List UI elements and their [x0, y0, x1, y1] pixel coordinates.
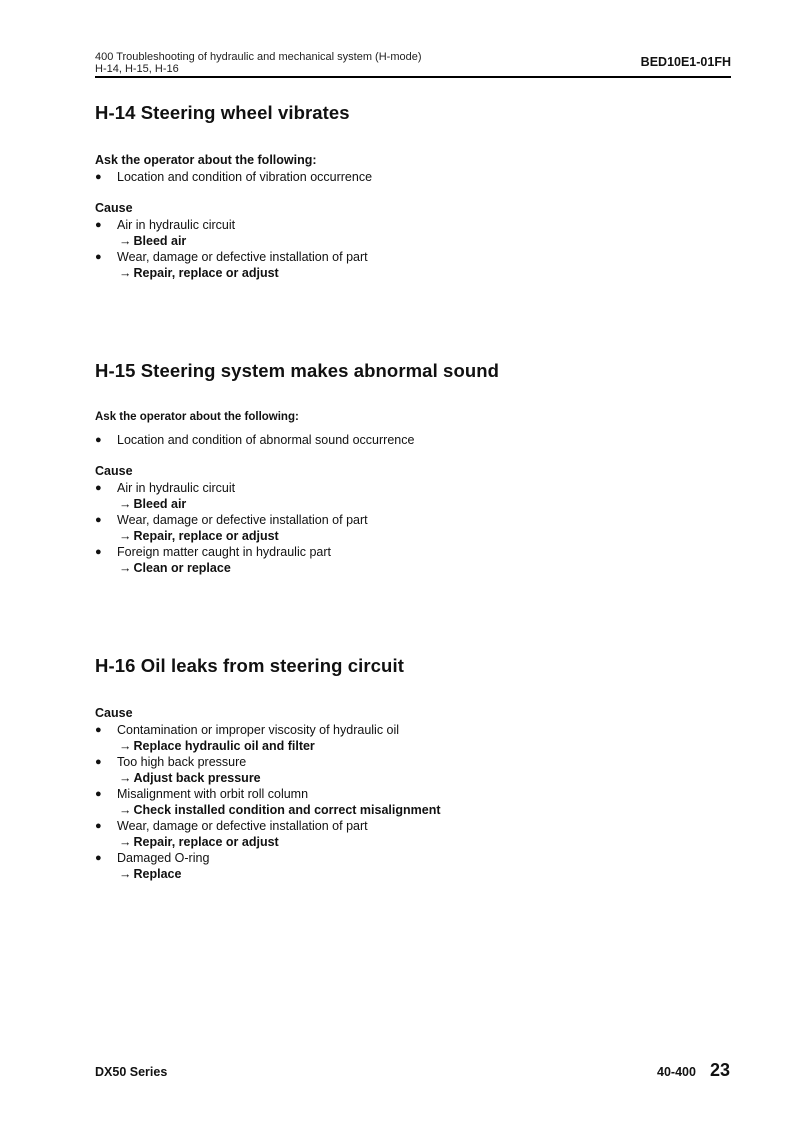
arrow-icon: → — [119, 739, 132, 753]
h15-cause-label: Cause — [95, 464, 133, 478]
footer-section-code: 40-400 — [657, 1065, 696, 1079]
arrow-icon: → — [119, 835, 132, 849]
bullet-icon: ● — [95, 546, 102, 558]
h16-cause-action: → Check installed condition and correct misalignment — [119, 803, 441, 817]
h15-cause-action: → Repair, replace or adjust — [119, 529, 279, 543]
bullet-icon: ● — [95, 820, 102, 832]
h16-cause-label: Cause — [95, 706, 133, 720]
header-section-list: H-14, H-15, H-16 — [95, 63, 179, 75]
h14-cause-action: → Repair, replace or adjust — [119, 266, 279, 280]
h14-ask-label: Ask the operator about the following: — [95, 153, 317, 167]
arrow-icon: → — [119, 803, 132, 817]
bullet-icon: ● — [95, 251, 102, 263]
h15-cause-action: → Clean or replace — [119, 561, 231, 575]
footer-series: DX50 Series — [95, 1065, 168, 1079]
arrow-icon: → — [119, 867, 132, 881]
header-chapter-title: 400 Troubleshooting of hydraulic and mechanical system (H-mode) — [95, 51, 422, 63]
h14-cause-label: Cause — [95, 201, 133, 215]
bullet-icon: ● — [95, 219, 102, 231]
h15-title: H-15 Steering system makes abnormal sound — [95, 360, 500, 381]
h16-cause-action: → Repair, replace or adjust — [119, 835, 279, 849]
bullet-icon: ● — [95, 171, 102, 183]
bullet-icon: ● — [95, 434, 102, 446]
bullet-icon: ● — [95, 514, 102, 526]
arrow-icon: → — [119, 497, 132, 511]
bullet-icon: ● — [95, 724, 102, 736]
h15-ask-label: Ask the operator about the following: — [95, 411, 299, 423]
h16-cause-action: → Adjust back pressure — [119, 771, 261, 785]
arrow-icon: → — [119, 561, 132, 575]
header-rule — [95, 76, 731, 78]
arrow-icon: → — [119, 771, 132, 785]
h15-cause-action: → Bleed air — [119, 497, 187, 511]
h14-title: H-14 Steering wheel vibrates — [95, 102, 350, 123]
arrow-icon: → — [119, 234, 132, 248]
arrow-icon: → — [119, 266, 132, 280]
header-document-code: BED10E1-01FH — [640, 55, 731, 69]
arrow-icon: → — [119, 529, 132, 543]
h16-cause-action: → Replace — [119, 867, 182, 881]
bullet-icon: ● — [95, 852, 102, 864]
h14-cause-action: → Bleed air — [119, 234, 187, 248]
h16-title: H-16 Oil leaks from steering circuit — [95, 655, 404, 676]
bullet-icon: ● — [95, 756, 102, 768]
footer-page-number: 23 — [710, 1060, 731, 1080]
bullet-icon: ● — [95, 788, 102, 800]
h16-cause-action: → Replace hydraulic oil and filter — [119, 739, 315, 753]
bullet-icon: ● — [95, 482, 102, 494]
